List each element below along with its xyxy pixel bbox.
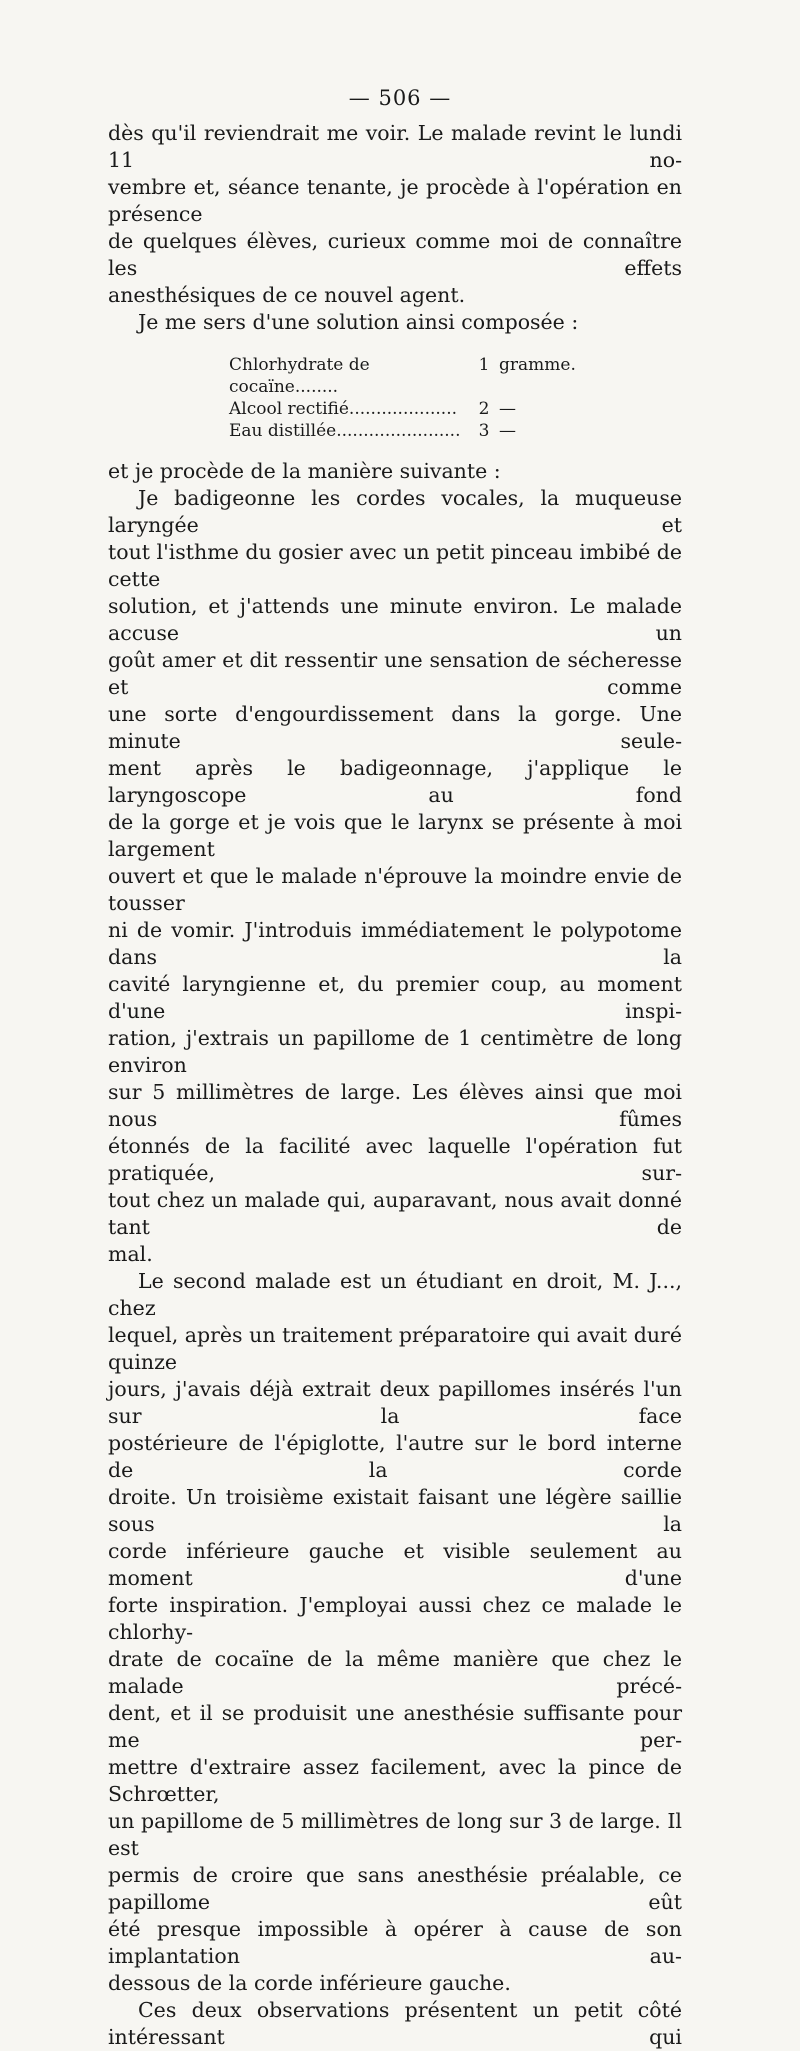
text-line: anesthésiques de ce nouvel agent. [108, 283, 466, 307]
recipe-row [229, 398, 589, 420]
text-line: de la gorge et je vois que le larynx se présente à moi largement [108, 810, 682, 861]
text-line: droite. Un troisième existait faisant une légère saillie sous la [108, 1485, 682, 1536]
recipe-row [229, 354, 589, 398]
text-line: dessous de la corde inférieure gauche. [108, 1971, 511, 1995]
text-line: forte inspiration. J'employai aussi chez ce malade le chlorhy- [108, 1593, 682, 1644]
text-line: dès qu'il reviendrait me voir. Le malade revint le lundi 11 no- [108, 121, 682, 172]
text-line: été presque impossible à opérer à cause de son implantation au- [108, 1917, 682, 1968]
text-line: drate de cocaïne de la même manière que chez le malade précé- [108, 1647, 682, 1698]
text-line: corde inférieure gauche et visible seulement au moment d'une [108, 1539, 682, 1590]
text-line: ouvert et que le malade n'éprouve la moindre envie de tousser [108, 864, 682, 915]
text-line: de quelques élèves, curieux comme moi de connaître les effets [108, 229, 682, 280]
text-line: cavité laryngienne et, du premier coup, au moment d'une inspi- [108, 972, 682, 1023]
text-line: ni de vomir. J'introduis immédiatement le polypotome dans la [108, 918, 682, 969]
page-body [108, 120, 682, 2051]
text-line: Je badigeonne les cordes vocales, la muqueuse laryngée et [108, 486, 682, 537]
text-line: solution, et j'attends une minute environ. Le malade accuse un [108, 594, 682, 645]
text-line: Le second malade est un étudiant en droit, M. J..., chez [108, 1269, 682, 1320]
text-line: tout chez un malade qui, auparavant, nous avait donné tant de [108, 1188, 682, 1239]
text-line: permis de croire que sans anesthésie préalable, ce papillome eût [108, 1863, 682, 1914]
text-line: ration, j'extrais un papillome de 1 centimètre de long environ [108, 1026, 682, 1077]
text-line: et je procède de la manière suivante : [108, 459, 501, 483]
recipe-ingredient: Alcool rectifié.................... [229, 399, 457, 419]
paragraph-intro [108, 120, 682, 309]
recipe-ingredient: Chlorhydrate de cocaïne........ [229, 355, 370, 397]
text-line: lequel, après un traitement préparatoire qui avait duré quinze [108, 1323, 682, 1374]
text-line: un papillome de 5 millimètres de long sur 3 de large. Il est [108, 1809, 682, 1860]
paragraph-solution-intro [108, 309, 682, 336]
recipe-unit: gramme. [499, 355, 576, 375]
text-line: tout l'isthme du gosier avec un petit pinceau imbibé de cette [108, 540, 682, 591]
text-line: sur 5 millimètres de large. Les élèves ainsi que moi nous fûmes [108, 1080, 682, 1131]
paragraph-main [108, 458, 682, 2051]
recipe-quantity: 2 [478, 399, 490, 419]
recipe-quantity: 3 [478, 421, 490, 441]
text-line: dent, et il se produisit une anesthésie suffisante pour me per- [108, 1701, 682, 1752]
text-line: une sorte d'engourdissement dans la gorge. Une minute seule- [108, 702, 682, 753]
recipe-unit: — [499, 399, 516, 419]
recipe-ingredient: Eau distillée....................... [229, 421, 461, 441]
text-line: postérieure de l'épiglotte, l'autre sur le bord interne de la corde [108, 1431, 682, 1482]
text-line: jours, j'avais déjà extrait deux papillomes insérés l'un sur la face [108, 1377, 682, 1428]
text-line: Ces deux observations présentent un petit côté intéressant qui [108, 1998, 682, 2049]
recipe-quantity: 1 [478, 355, 490, 375]
text-line: mettre d'extraire assez facilement, avec la pince de Schrœtter, [108, 1755, 682, 1806]
text-line: ment après le badigeonnage, j'applique le laryngoscope au fond [108, 756, 682, 807]
text-line: goût amer et dit ressentir une sensation de sécheresse et comme [108, 648, 682, 699]
text-line: mal. [108, 1242, 153, 1266]
text-line: vembre et, séance tenante, je procède à l'opération en présence [108, 175, 682, 226]
page-number: — 506 — [348, 86, 452, 110]
recipe-unit: — [499, 421, 516, 441]
recipe-table [229, 354, 589, 442]
text-line: Je me sers d'une solution ainsi composée : [138, 310, 579, 334]
text-line: étonnés de la facilité avec laquelle l'opération fut pratiquée, sur- [108, 1134, 682, 1185]
recipe-row [229, 420, 589, 442]
